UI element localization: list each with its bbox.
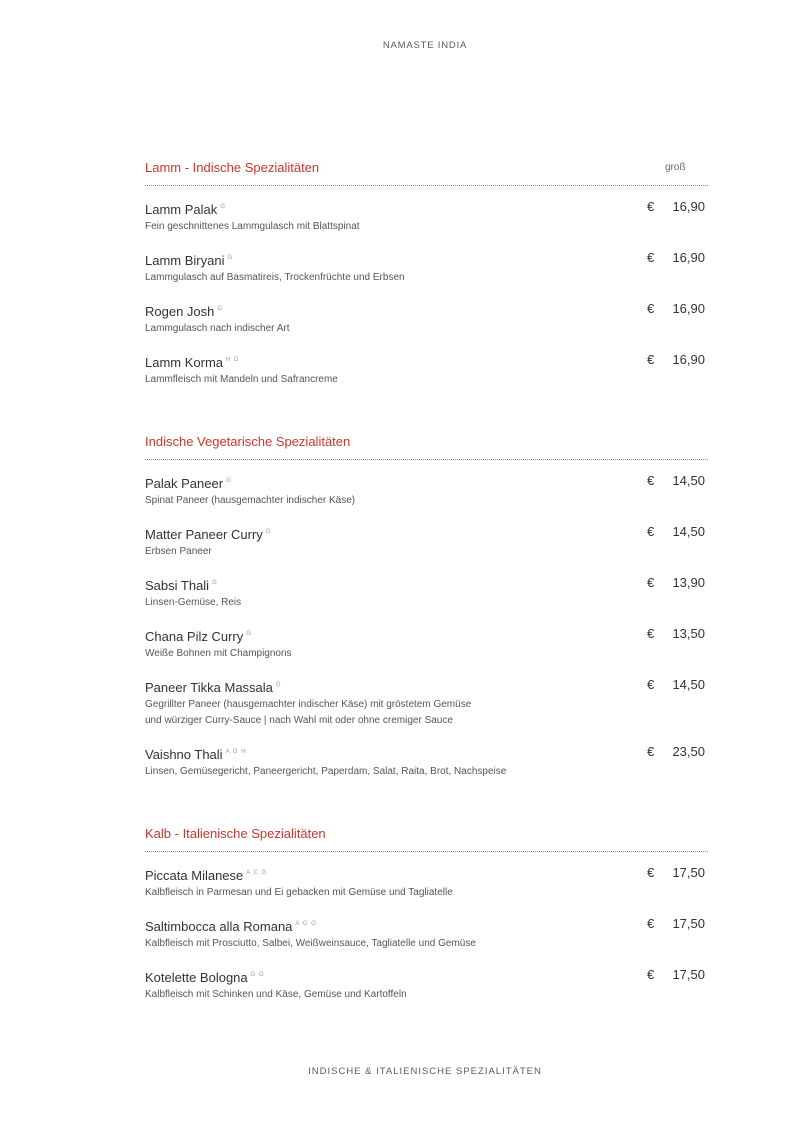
currency-symbol: €	[647, 626, 655, 641]
item-description: Spinat Paneer (hausgemachter indischer Käse)	[145, 495, 356, 506]
currency-symbol: €	[647, 301, 655, 316]
item-description: Gegrillter Paneer (hausgemachter indischer Käse) mit gröstetem Gemüse	[145, 699, 472, 710]
section-title: Kalb - Italienische Spezialitäten	[145, 826, 326, 841]
allergen-codes: G	[275, 682, 282, 688]
section-title: Indische Vegetarische Spezialitäten	[145, 434, 351, 449]
item-name: Piccata Milanese	[145, 868, 244, 883]
menu-item	[145, 199, 708, 250]
item-price: 23,50	[672, 744, 705, 759]
section-header	[145, 826, 708, 848]
section-header	[145, 434, 708, 456]
item-price: 17,50	[672, 865, 705, 880]
menu-item	[145, 677, 708, 744]
menu-item	[145, 744, 708, 778]
menu-item	[145, 575, 708, 626]
menu-item	[145, 626, 708, 677]
item-description: Erbsen Paneer	[145, 546, 212, 557]
currency-symbol: €	[647, 473, 655, 488]
item-list	[145, 852, 708, 1001]
page-header: NAMASTE INDIA	[382, 40, 468, 51]
section-vegetarian	[145, 434, 708, 778]
section-lamm	[145, 160, 708, 386]
item-list	[145, 460, 708, 778]
item-name: Matter Paneer Curry	[145, 527, 263, 542]
currency-symbol: €	[647, 865, 655, 880]
allergen-codes: A G O	[295, 921, 317, 927]
item-price: 14,50	[672, 473, 705, 488]
item-description: Fein geschnittenes Lammgulasch mit Blattspinat	[145, 221, 360, 232]
allergen-codes: G	[246, 631, 252, 637]
item-description: Lammgulasch nach indischer Art	[145, 323, 290, 334]
item-description: Linsen, Gemüsegericht, Paneergericht, Paperdam, Salat, Raita, Brot, Nachspeise	[145, 766, 507, 777]
allergen-codes: G	[265, 529, 272, 535]
item-name: Palak Paneer	[145, 476, 224, 491]
item-price: 17,50	[672, 967, 705, 982]
allergen-codes: A G H	[225, 749, 247, 755]
item-list	[145, 186, 708, 386]
currency-symbol: €	[647, 916, 655, 931]
menu-item	[145, 473, 708, 524]
item-description: Kalbfleisch mit Schinken und Käse, Gemüse und Kartoffeln	[145, 989, 407, 1000]
item-price: 16,90	[672, 352, 705, 367]
allergen-codes: G	[220, 204, 226, 210]
size-label: groß	[665, 162, 686, 173]
allergen-codes: G	[212, 580, 218, 586]
item-name: Lamm Biryani	[145, 253, 225, 268]
item-name: Sabsi Thali	[145, 578, 210, 593]
currency-symbol: €	[647, 575, 655, 590]
section-title: Lamm - Indische Spezialitäten	[145, 160, 320, 175]
menu-item	[145, 524, 708, 575]
item-description-line2: und würziger Curry-Sauce | nach Wahl mit oder ohne cremiger Sauce	[145, 715, 453, 726]
currency-symbol: €	[647, 967, 655, 982]
currency-symbol: €	[647, 524, 655, 539]
item-description: Lammfleisch mit Mandeln und Safrancreme	[145, 374, 338, 385]
currency-symbol: €	[647, 677, 655, 692]
allergen-codes: G	[226, 478, 232, 484]
item-description: Lammgulasch auf Basmatireis, Trockenfrüchte und Erbsen	[145, 272, 405, 283]
item-price: 16,90	[672, 301, 705, 316]
menu-item	[145, 865, 708, 916]
currency-symbol: €	[647, 250, 655, 265]
allergen-codes: G O	[250, 972, 265, 978]
item-price: 16,90	[672, 250, 705, 265]
item-price: 14,50	[672, 524, 705, 539]
section-veal	[145, 826, 708, 1001]
currency-symbol: €	[647, 199, 655, 214]
item-name: Lamm Korma	[145, 355, 224, 370]
item-price: 16,90	[672, 199, 705, 214]
currency-symbol: €	[647, 352, 655, 367]
item-name: Lamm Palak	[145, 202, 218, 217]
currency-symbol: €	[647, 744, 655, 759]
item-description: Weiße Bohnen mit Champignons	[145, 648, 292, 659]
item-name: Vaishno Thali	[145, 747, 223, 762]
allergen-codes: G	[227, 255, 234, 261]
item-name: Saltimbocca alla Romana	[145, 919, 293, 934]
item-description: Kalbfleisch mit Prosciutto, Salbei, Weißweinsauce, Tagliatelle und Gemüse	[145, 938, 476, 949]
item-description: Linsen-Gemüse, Reis	[145, 597, 242, 608]
allergen-codes: H G	[226, 357, 240, 363]
page-footer: INDISCHE & ITALIENISCHE SPEZIALITÄTEN	[308, 1066, 542, 1077]
section-header	[145, 160, 708, 182]
menu-item	[145, 250, 708, 301]
item-name: Rogen Josh	[145, 304, 215, 319]
allergen-codes: G	[217, 306, 224, 312]
allergen-codes: A C G	[246, 870, 268, 876]
item-price: 13,50	[672, 626, 705, 641]
menu-item	[145, 352, 708, 386]
menu-item	[145, 301, 708, 352]
item-name: Paneer Tikka Massala	[145, 680, 273, 695]
item-description: Kalbfleisch in Parmesan und Ei gebacken mit Gemüse und Tagliatelle	[145, 887, 453, 898]
menu-item	[145, 967, 708, 1001]
item-name: Kotelette Bologna	[145, 970, 248, 985]
item-price: 14,50	[672, 677, 705, 692]
item-price: 13,90	[672, 575, 705, 590]
item-price: 17,50	[672, 916, 705, 931]
menu-item	[145, 916, 708, 967]
item-name: Chana Pilz Curry	[145, 629, 244, 644]
